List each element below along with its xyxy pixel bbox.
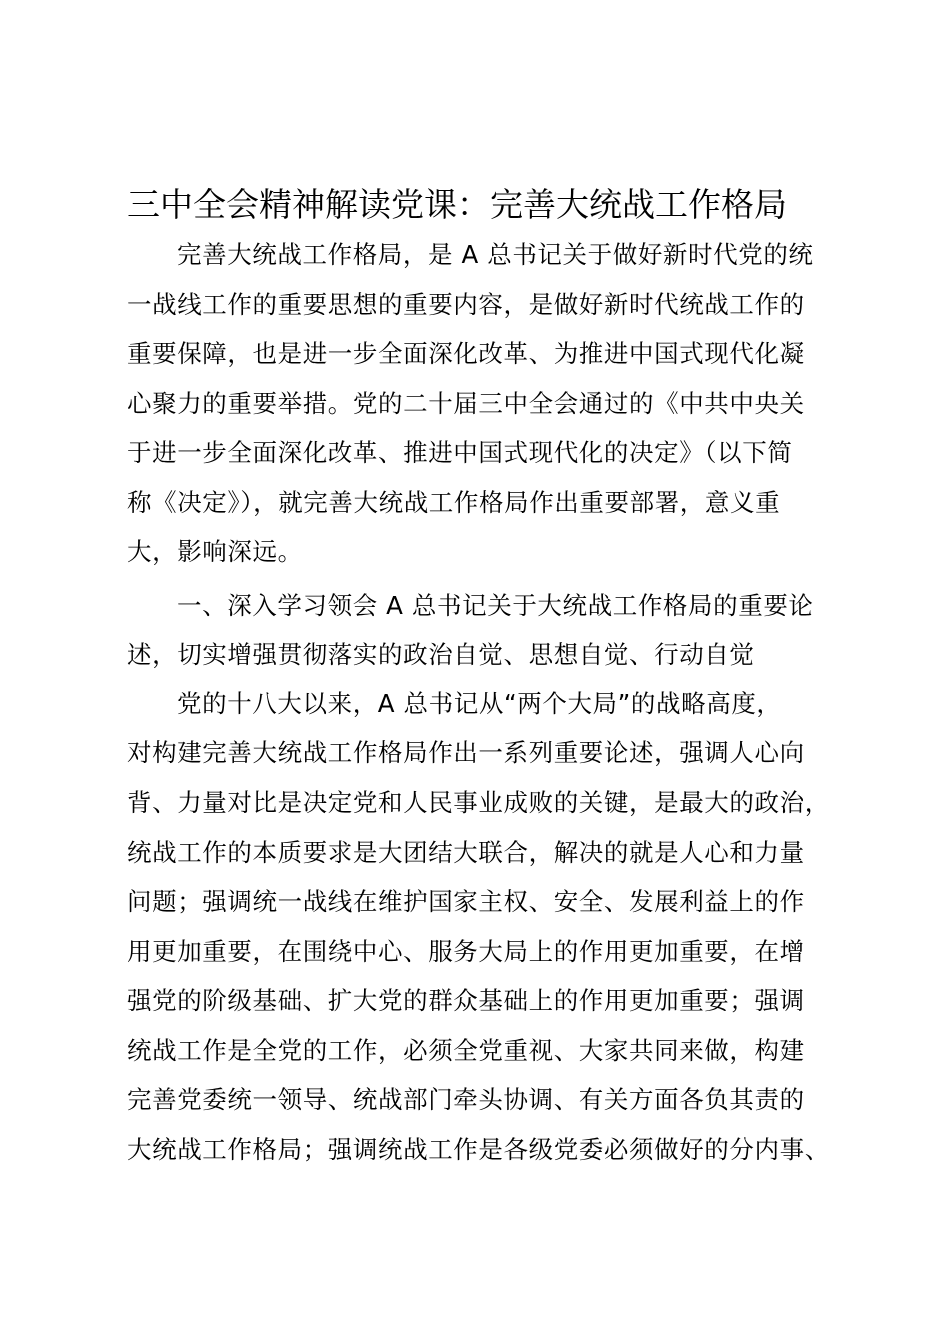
text-line: 一战线工作的重要思想的重要内容，是做好新时代统战工作的 <box>127 290 805 319</box>
text-line: 完善大统战工作格局，是 A 总书记关于做好新时代党的统 <box>177 240 814 269</box>
document-title: 三中全会精神解读党课：完善大统战工作格局 <box>127 185 787 224</box>
text-line: 大，影响深远。 <box>127 537 303 566</box>
section-heading-line: 述，切实增强贯彻落实的政治自觉、思想自觉、行动自觉 <box>127 640 755 669</box>
text-line: 完善党委统一领导、统战部门牵头协调、有关方面各负其责的 <box>127 1085 805 1114</box>
text-line: 对构建完善大统战工作格局作出一系列重要论述，强调人心向 <box>127 738 805 767</box>
section-heading-line: 一、深入学习领会 A 总书记关于大统战工作格局的重要论 <box>177 591 814 620</box>
text-line: 大统战工作格局；强调统战工作是各级党委必须做好的分内事、 <box>127 1135 830 1164</box>
text-line: 重要保障，也是进一步全面深化改革、为推进中国式现代化凝 <box>127 339 805 368</box>
text-line: 强党的阶级基础、扩大党的群众基础上的作用更加重要；强调 <box>127 986 805 1015</box>
text-line: 心聚力的重要举措。党的二十届三中全会通过的《中共中央关 <box>127 389 805 418</box>
text-line: 党的十八大以来，A 总书记从“两个大局”的战略高度， <box>177 689 782 718</box>
text-line: 于进一步全面深化改革、推进中国式现代化的决定》（以下简 <box>127 438 793 467</box>
text-line: 用更加重要，在围绕中心、服务大局上的作用更加重要，在增 <box>127 937 805 966</box>
text-line: 背、力量对比是决定党和人民事业成败的关键，是最大的政治， <box>127 788 830 817</box>
text-line: 称《决定》），就完善大统战工作格局作出重要部署，意义重 <box>127 488 781 517</box>
text-line: 问题；强调统一战线在维护国家主权、安全、发展利益上的作 <box>127 887 805 916</box>
text-line: 统战工作的本质要求是大团结大联合，解决的就是人心和力量 <box>127 838 805 867</box>
text-line: 统战工作是全党的工作，必须全党重视、大家共同来做，构建 <box>127 1036 805 1065</box>
